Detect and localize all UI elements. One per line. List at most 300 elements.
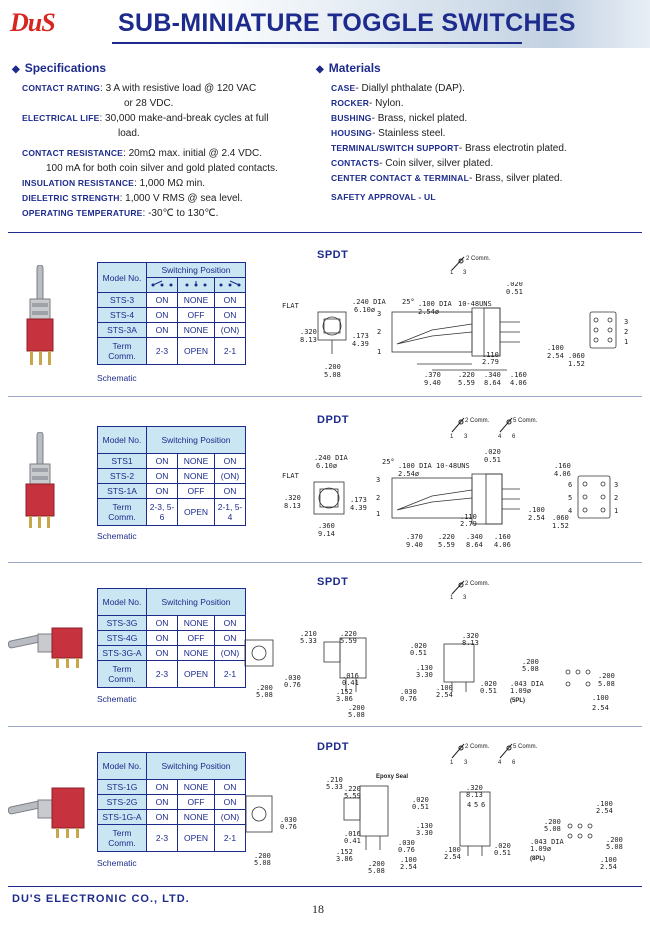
dim-label: .200 — [256, 684, 273, 692]
pin-label: 1 — [450, 434, 454, 440]
dim-label: 0.51 — [484, 456, 501, 464]
dim-label: 1 — [376, 510, 381, 518]
dim-label: 0.51 — [410, 649, 427, 657]
diamond-bullet-icon: ◆ — [316, 64, 324, 75]
dim-label: 3.30 — [416, 829, 433, 837]
position-cell: NONE — [178, 616, 215, 631]
spec-value: : 1,000 MΩ min. — [134, 178, 206, 189]
schematic-symbol — [440, 578, 500, 602]
position-cell: (ON) — [215, 469, 246, 484]
material-line — [331, 142, 567, 155]
dim-label: .200 — [598, 672, 615, 680]
dim-label: 4.39 — [350, 504, 367, 512]
comm-label: 2 Comm. — [465, 744, 490, 750]
position-cell: OFF — [178, 308, 215, 323]
model-cell: Term Comm. — [98, 661, 147, 688]
dim-label: 2 — [624, 328, 629, 336]
dim-label: 6.10ø — [354, 306, 376, 314]
section-divider — [8, 396, 642, 397]
dim-label: .220 — [344, 785, 361, 793]
schematic-label: Schematic — [97, 373, 137, 383]
position-cell: ON — [147, 616, 178, 631]
material-value: - Diallyl phthalate (DAP). — [355, 83, 465, 94]
position-cell: ON — [215, 484, 246, 499]
dim-label: 8.64 — [484, 379, 501, 387]
schematic-label: Schematic — [97, 858, 137, 868]
model-header: Model No. — [98, 753, 147, 780]
table-row — [98, 780, 246, 795]
position-cell: NONE — [178, 293, 215, 308]
dim-label: .370 — [424, 371, 441, 379]
position-cell: ON — [147, 646, 178, 661]
dim-label: 2.54ø — [398, 470, 420, 478]
dim-label: 4.06 — [494, 541, 511, 549]
dim-label: (5PL) — [510, 698, 525, 704]
dim-label: 4 — [467, 801, 472, 809]
position-cell: NONE — [178, 780, 215, 795]
position-cell: ON — [215, 780, 246, 795]
switching-table — [97, 752, 246, 852]
dim-label: .160 — [510, 371, 527, 379]
page-number: 18 — [312, 902, 324, 916]
dim-label: .020 — [484, 448, 501, 456]
dim-label: .030 — [400, 688, 417, 696]
switching-table — [97, 426, 246, 526]
material-value: - Nylon. — [369, 98, 404, 109]
schematic-label: Schematic — [97, 694, 137, 704]
dim-label: 5.08 — [256, 691, 273, 699]
dim-label: .220 — [458, 371, 475, 379]
dim-label: 6 — [481, 801, 486, 809]
dim-label: 0.51 — [506, 288, 523, 296]
material-line — [331, 172, 562, 185]
dim-label: 5.08 — [522, 665, 539, 673]
table-row — [98, 499, 246, 526]
position-cell: ON — [147, 810, 178, 825]
dim-label: .340 — [484, 371, 501, 379]
pin-label: 6 — [512, 760, 516, 766]
dim-label: .160 — [494, 533, 511, 541]
dim-label: 2.54ø — [418, 308, 440, 316]
position-cell: (ON) — [215, 646, 246, 661]
dim-label: 5.08 — [544, 825, 561, 833]
epoxy-seal-label: Epoxy Seal — [376, 774, 409, 780]
dim-label: 5.08 — [606, 843, 623, 851]
position-cell: 2-1 — [215, 338, 246, 365]
dim-label: 1 — [614, 507, 619, 515]
pin-label: 1 — [450, 595, 454, 601]
model-cell: STS-3A — [98, 323, 147, 338]
material-value: - Coin silver, silver plated. — [379, 158, 494, 169]
pin-label: 3 — [464, 760, 468, 766]
dim-label: 1.52 — [568, 360, 585, 368]
position-cell: 2-1 — [215, 825, 246, 852]
dim-label: 0.51 — [412, 803, 429, 811]
spec-line — [22, 207, 218, 220]
material-label: ROCKER — [331, 98, 370, 108]
dim-label: 25° — [402, 298, 415, 306]
dim-label: 2.79 — [482, 358, 499, 366]
table-header-row — [98, 753, 246, 780]
dim-label: .152 — [336, 688, 353, 696]
dim-label: .320 — [284, 494, 301, 502]
dim-label: 5 — [474, 801, 479, 809]
diagram-title: SPDT — [317, 576, 349, 588]
position-cell: 2-3 — [147, 661, 178, 688]
switching-position-header: Switching Position — [147, 753, 246, 780]
position-cell: NONE — [178, 469, 215, 484]
spec-label: DIELETRIC STRENGTH — [22, 193, 120, 203]
dim-label: .020 — [494, 842, 511, 850]
dim-label: .160 — [554, 462, 571, 470]
dim-label: 2.54 — [600, 863, 617, 871]
dim-label: .100 — [596, 800, 613, 808]
material-line — [331, 112, 467, 125]
position-cell: ON — [147, 795, 178, 810]
pin-label: 1 — [450, 270, 454, 276]
spec-line — [46, 162, 278, 175]
switching-table — [97, 262, 246, 365]
dim-label: 8.64 — [466, 541, 483, 549]
dim-label: FLAT — [282, 302, 299, 310]
spec-line — [22, 82, 256, 95]
dim-label: .220 — [340, 630, 357, 638]
dim-label: .030 — [284, 674, 301, 682]
dim-label: .173 — [350, 496, 367, 504]
table-row — [98, 308, 246, 323]
dim-label: .100 — [528, 506, 545, 514]
dim-label: 1 — [377, 348, 382, 356]
dim-label: 2 — [377, 328, 382, 336]
dim-label: .173 — [352, 332, 369, 340]
spec-value: : 20mΩ max. initial @ 2.4 VDC. — [123, 148, 263, 159]
dim-label: 4 — [568, 507, 573, 515]
dim-label: .100 — [600, 856, 617, 864]
table-row — [98, 293, 246, 308]
position-cell: ON — [147, 631, 178, 646]
pin-label: 1 — [450, 760, 454, 766]
material-label: CENTER CONTACT & TERMINAL — [331, 173, 469, 183]
table-row — [98, 338, 246, 365]
dim-label: 6 — [568, 481, 573, 489]
table-header-row — [98, 263, 246, 278]
dim-label: 3 — [614, 481, 619, 489]
dim-label: .320 — [462, 632, 479, 640]
dim-label: 2.54 — [547, 352, 564, 360]
dim-label: .240 DIA — [352, 298, 386, 306]
spdt-ra-dimension-drawing — [240, 630, 644, 722]
dim-label: .020 — [480, 680, 497, 688]
dim-label: 0.76 — [284, 681, 301, 689]
dim-label: 1.09ø — [510, 687, 532, 695]
material-value: - Brass, nickel plated. — [371, 113, 468, 124]
diagram-title: SPDT — [317, 249, 349, 261]
model-cell: STS-3 — [98, 293, 147, 308]
dim-label: 10-48UNS — [458, 300, 492, 308]
dim-label: 25° — [382, 458, 395, 466]
material-line — [331, 82, 465, 95]
position-cell: ON — [215, 631, 246, 646]
dim-label: .100 — [436, 684, 453, 692]
table-row — [98, 661, 246, 688]
material-label: SAFETY APPROVAL - UL — [331, 192, 436, 202]
table-row — [98, 646, 246, 661]
dim-label: .100 DIA — [418, 300, 452, 308]
spec-line — [22, 177, 205, 190]
dim-label: 2 — [376, 494, 381, 502]
pin-label: 3 — [463, 595, 467, 601]
dim-label: 3.30 — [416, 671, 433, 679]
position-cell: ON — [147, 308, 178, 323]
position-cell: ON — [215, 795, 246, 810]
material-value: - Brass, silver plated. — [469, 173, 563, 184]
toggle-position-icon — [178, 278, 215, 293]
schematic-symbol — [440, 740, 550, 766]
position-cell: 2-3, 5-6 — [147, 499, 178, 526]
dim-label: 0.76 — [280, 823, 297, 831]
position-cell: ON — [215, 616, 246, 631]
footer-divider — [8, 886, 642, 887]
position-cell: (ON) — [215, 810, 246, 825]
spec-label: OPERATING TEMPERATURE — [22, 208, 143, 218]
table-row — [98, 323, 246, 338]
dim-label: FLAT — [282, 472, 299, 480]
dim-label: 10-48UNS — [436, 462, 470, 470]
material-label: CONTACTS — [331, 158, 380, 168]
dim-label: .043 DIA — [530, 838, 564, 846]
spec-line — [22, 192, 243, 205]
position-cell: ON — [147, 780, 178, 795]
dim-label: 1 — [624, 338, 629, 346]
material-label: BUSHING — [331, 113, 372, 123]
dim-label: .320 — [466, 784, 483, 792]
spec-value: : 3 A with resistive load @ 120 VAC — [100, 83, 257, 94]
dim-label: .110 — [482, 351, 499, 359]
position-cell: ON — [215, 308, 246, 323]
dim-label: .200 — [254, 852, 271, 860]
dim-label: .043 DIA — [510, 680, 544, 688]
dim-label: .100 — [547, 344, 564, 352]
position-cell: OFF — [178, 795, 215, 810]
dim-label: 2.79 — [460, 520, 477, 528]
toggle-switch-photo — [20, 265, 70, 370]
position-cell: NONE — [178, 323, 215, 338]
model-cell: Term Comm. — [98, 499, 147, 526]
dim-label: 3 — [624, 318, 629, 326]
dim-label: 8.13 — [462, 639, 479, 647]
spec-value: load. — [118, 128, 140, 139]
dim-label: 5.59 — [458, 379, 475, 387]
toggle-switch-photo — [20, 432, 70, 532]
dim-label: .020 — [410, 642, 427, 650]
position-cell: 2-3 — [147, 338, 178, 365]
materials-heading — [316, 61, 381, 75]
dim-label: 5.08 — [368, 867, 385, 875]
section-divider — [8, 232, 642, 233]
diamond-bullet-icon: ◆ — [12, 64, 20, 75]
position-cell: NONE — [178, 810, 215, 825]
dim-label: 9.40 — [424, 379, 441, 387]
model-cell: STS-4G — [98, 631, 147, 646]
material-label: CASE — [331, 83, 356, 93]
position-cell: NONE — [178, 454, 215, 469]
comm-label: 2 Comm. — [465, 581, 490, 587]
spec-value: : 30,000 make-and-break cycles at full — [99, 113, 269, 124]
position-cell: ON — [147, 469, 178, 484]
dim-label: 0.41 — [342, 679, 359, 687]
toggle-switch-photo — [8, 782, 88, 842]
model-cell: STS-3G-A — [98, 646, 147, 661]
toggle-position-icon — [147, 278, 178, 293]
table-row — [98, 795, 246, 810]
dim-label: (8PL) — [530, 856, 545, 862]
model-cell: Term Comm. — [98, 825, 147, 852]
dim-label: 5 — [568, 494, 573, 502]
dim-label: 2.54 — [400, 863, 417, 871]
company-logo — [10, 8, 66, 38]
pin-label: 4 — [498, 760, 502, 766]
dim-label: 1.09ø — [530, 845, 552, 853]
position-cell: OFF — [178, 484, 215, 499]
specifications-heading-text: Specifications — [24, 61, 107, 75]
dim-label: 5.08 — [598, 680, 615, 688]
dim-label: .110 — [460, 513, 477, 521]
comm-label: 2 Comm. — [466, 256, 491, 262]
dim-label: 6.10ø — [316, 462, 338, 470]
spec-line — [118, 127, 140, 140]
position-cell: ON — [215, 454, 246, 469]
position-cell: OPEN — [178, 338, 215, 365]
position-cell: 2-1, 5-4 — [215, 499, 246, 526]
dim-label: 9.40 — [406, 541, 423, 549]
dim-label: .100 — [592, 694, 609, 702]
pin-label: 6 — [512, 434, 516, 440]
position-cell: 2-3 — [147, 825, 178, 852]
logo-text: DuS — [10, 8, 55, 37]
page-title: SUB-MINIATURE TOGGLE SWITCHES — [118, 9, 576, 37]
dim-label: .220 — [438, 533, 455, 541]
dim-label: .200 — [544, 818, 561, 826]
dim-label: .360 — [318, 522, 335, 530]
spdt-dimension-drawing — [272, 282, 642, 388]
dpdt-ra-dimension-drawing — [240, 770, 644, 880]
dim-label: 0.51 — [480, 687, 497, 695]
dim-label: .200 — [348, 704, 365, 712]
position-cell: ON — [147, 484, 178, 499]
model-cell: STS-3G — [98, 616, 147, 631]
dim-label: 3.86 — [336, 855, 353, 863]
dim-label: .210 — [300, 630, 317, 638]
dim-label: .130 — [416, 822, 433, 830]
position-cell: ON — [147, 323, 178, 338]
dim-label: .200 — [606, 836, 623, 844]
section-divider — [8, 562, 642, 563]
schematic-symbol — [440, 414, 550, 440]
dim-label: .130 — [416, 664, 433, 672]
dim-label: 0.76 — [400, 695, 417, 703]
switching-position-header: Switching Position — [147, 263, 246, 278]
dim-label: 2.54 — [444, 853, 461, 861]
position-cell: ON — [147, 293, 178, 308]
table-row — [98, 631, 246, 646]
model-cell: Term Comm. — [98, 338, 147, 365]
dim-label: .240 DIA — [314, 454, 348, 462]
table-header-row — [98, 427, 246, 454]
specifications-heading — [12, 61, 106, 75]
dim-label: 2.54 — [436, 691, 453, 699]
dim-label: 4.39 — [352, 340, 369, 348]
comm-label: 5 Comm. — [513, 744, 538, 750]
model-cell: STS-2G — [98, 795, 147, 810]
comm-label: 5 Comm. — [513, 418, 538, 424]
diagram-title: DPDT — [317, 741, 349, 753]
dim-label: 0.51 — [494, 849, 511, 857]
model-header: Model No. — [98, 589, 147, 616]
dim-label: 1.52 — [552, 522, 569, 530]
title-underline — [112, 42, 522, 44]
model-cell: STS1 — [98, 454, 147, 469]
dpdt-dimension-drawing — [272, 444, 642, 554]
switching-table — [97, 588, 246, 688]
dim-label: .016 — [342, 672, 359, 680]
dim-label: 9.14 — [318, 530, 335, 538]
spec-value: or 28 VDC. — [124, 98, 174, 109]
position-cell: OPEN — [178, 661, 215, 688]
dim-label: .200 — [522, 658, 539, 666]
dim-label: 8.13 — [300, 336, 317, 344]
dim-label: .060 — [552, 514, 569, 522]
dim-label: 5.33 — [300, 637, 317, 645]
material-value: - Stainless steel. — [372, 128, 446, 139]
dim-label: 0.76 — [398, 846, 415, 854]
schematic-symbol — [440, 252, 500, 278]
model-cell: STS-4 — [98, 308, 147, 323]
dim-label: .030 — [280, 816, 297, 824]
table-header-row — [98, 589, 246, 616]
model-cell: STS-1G-A — [98, 810, 147, 825]
spec-line — [22, 147, 262, 160]
position-cell: OPEN — [178, 825, 215, 852]
dim-label: 2.54 — [592, 704, 609, 712]
dim-label: 5.59 — [344, 792, 361, 800]
toggle-switch-photo — [8, 620, 88, 670]
material-line — [331, 191, 436, 204]
dim-label: .152 — [336, 848, 353, 856]
dim-label: .020 — [506, 282, 523, 288]
spec-line — [124, 97, 173, 110]
position-cell: ON — [147, 454, 178, 469]
dim-label: 4.06 — [554, 470, 571, 478]
spec-label: CONTACT RESISTANCE — [22, 148, 124, 158]
dim-label: 3 — [377, 310, 382, 318]
pin-label: 3 — [464, 434, 468, 440]
dim-label: .210 — [326, 776, 343, 784]
dim-label: .030 — [398, 839, 415, 847]
dim-label: 8.13 — [284, 502, 301, 510]
company-name: DU'S ELECTRONIC CO., LTD. — [12, 893, 190, 905]
dim-label: 3 — [376, 476, 381, 484]
model-cell: STS-1G — [98, 780, 147, 795]
dim-label: 2.54 — [528, 514, 545, 522]
pin-label: 4 — [498, 434, 502, 440]
dim-label: .200 — [324, 363, 341, 371]
dim-label: 5.59 — [340, 637, 357, 645]
model-cell: STS-1A — [98, 484, 147, 499]
schematic-label: Schematic — [97, 531, 137, 541]
dim-label: 0.41 — [344, 837, 361, 845]
dim-label: .100 — [400, 856, 417, 864]
model-cell: STS-2 — [98, 469, 147, 484]
